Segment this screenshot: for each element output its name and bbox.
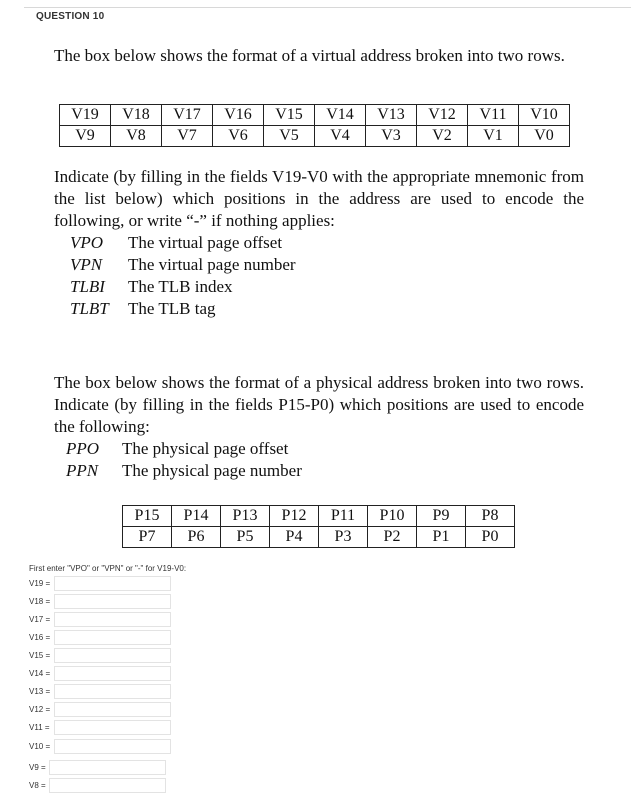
virtual-bit-cell: V14 [315,105,366,126]
field-label: V16 = [29,633,51,642]
virtual-address-intro: The box below shows the format of a virtual address broken into two rows. [54,46,565,65]
virtual-bit-cell: V19 [60,105,111,126]
physical-bit-cell: P6 [172,527,221,548]
v12-input[interactable] [54,702,171,717]
field-label: V8 = [29,781,46,790]
top-divider [24,7,631,8]
field-label: V13 = [29,687,51,696]
virtual-table-row-1 [60,105,570,126]
physical-bit-cell: P0 [466,527,515,548]
field-label: V17 = [29,615,51,624]
physical-bit-cell: P11 [319,506,368,527]
virtual-bit-cell: V8 [111,126,162,147]
virtual-bit-cell: V16 [213,105,264,126]
virtual-bit-cell: V0 [519,126,570,147]
legend-abbr: TLBI [70,277,105,296]
field-label: V10 = [29,742,51,751]
virtual-bit-cell: V10 [519,105,570,126]
physical-bit-cell: P4 [270,527,319,548]
legend-row [70,232,390,254]
v19-input[interactable] [54,576,171,591]
v11-input[interactable] [54,720,171,735]
field-label: V9 = [29,763,46,772]
virtual-address-table [59,104,570,147]
virtual-bit-cell: V13 [366,105,417,126]
virtual-bit-cell: V2 [417,126,468,147]
field-label: V15 = [29,651,51,660]
legend-abbr: PPN [66,461,99,480]
physical-address-table [122,505,515,548]
field-label: V19 = [29,579,51,588]
physical-bit-cell: P12 [270,506,319,527]
v14-input[interactable] [54,666,171,681]
virtual-bit-cell: V7 [162,126,213,147]
legend-desc: The TLB tag [128,299,216,318]
virtual-instruction: Indicate (by filling in the fields V19-V0 with the appropriate mnemonic from the list below) which positions in the address are used to encode the following, or write “-” if nothing applies: [54,167,584,230]
legend-desc: The virtual page number [128,255,296,274]
legend-row [70,298,390,320]
virtual-bit-cell: V4 [315,126,366,147]
physical-bit-cell: P7 [123,527,172,548]
legend-row [70,276,390,298]
virtual-bit-cell: V17 [162,105,213,126]
question-label: QUESTION 10 [36,11,105,22]
physical-bit-cell: P15 [123,506,172,527]
physical-bit-cell: P10 [368,506,417,527]
v17-input[interactable] [54,612,171,627]
physical-table-row-1 [123,506,515,527]
physical-bit-cell: P1 [417,527,466,548]
physical-bit-cell: P2 [368,527,417,548]
physical-bit-cell: P8 [466,506,515,527]
virtual-bit-cell: V18 [111,105,162,126]
physical-table-row-2 [123,527,515,548]
v18-input[interactable] [54,594,171,609]
legend-abbr: TLBT [70,299,109,318]
virtual-bit-cell: V3 [366,126,417,147]
v8-input[interactable] [49,778,166,793]
v9-input[interactable] [49,760,166,775]
physical-bit-cell: P9 [417,506,466,527]
v10-input[interactable] [54,739,171,754]
legend-abbr: VPN [70,255,103,274]
virtual-table-row-2 [60,126,570,147]
field-label: V12 = [29,705,51,714]
physical-bit-cell: P13 [221,506,270,527]
v16-input[interactable] [54,630,171,645]
field-label: V18 = [29,597,51,606]
legend-abbr: VPO [70,233,104,252]
field-label: V11 = [29,723,50,732]
virtual-legend [70,232,390,320]
v13-input[interactable] [54,684,171,699]
physical-bit-cell: P14 [172,506,221,527]
form-instruction: First enter "VPO" or "VPN" or "-" for V19-V0: [29,564,187,573]
virtual-bit-cell: V12 [417,105,468,126]
virtual-bit-cell: V1 [468,126,519,147]
legend-row [70,254,390,276]
field-label: V14 = [29,669,51,678]
legend-desc: The virtual page offset [128,233,283,252]
virtual-bit-cell: V5 [264,126,315,147]
physical-address-intro: The box below shows the format of a physical address broken into two rows. Indicate (by filling in the fields P15-P0) which positions are used to encode the following: [54,373,584,436]
legend-abbr: PPO [66,439,100,458]
physical-legend [66,438,386,482]
physical-bit-cell: P5 [221,527,270,548]
virtual-bit-cell: V6 [213,126,264,147]
physical-bit-cell: P3 [319,527,368,548]
virtual-bit-cell: V9 [60,126,111,147]
legend-desc: The physical page offset [122,439,289,458]
legend-row [66,460,386,482]
legend-desc: The TLB index [128,277,233,296]
legend-row [66,438,386,460]
virtual-bit-cell: V11 [468,105,519,126]
v15-input[interactable] [54,648,171,663]
virtual-bit-cell: V15 [264,105,315,126]
legend-desc: The physical page number [122,461,302,480]
